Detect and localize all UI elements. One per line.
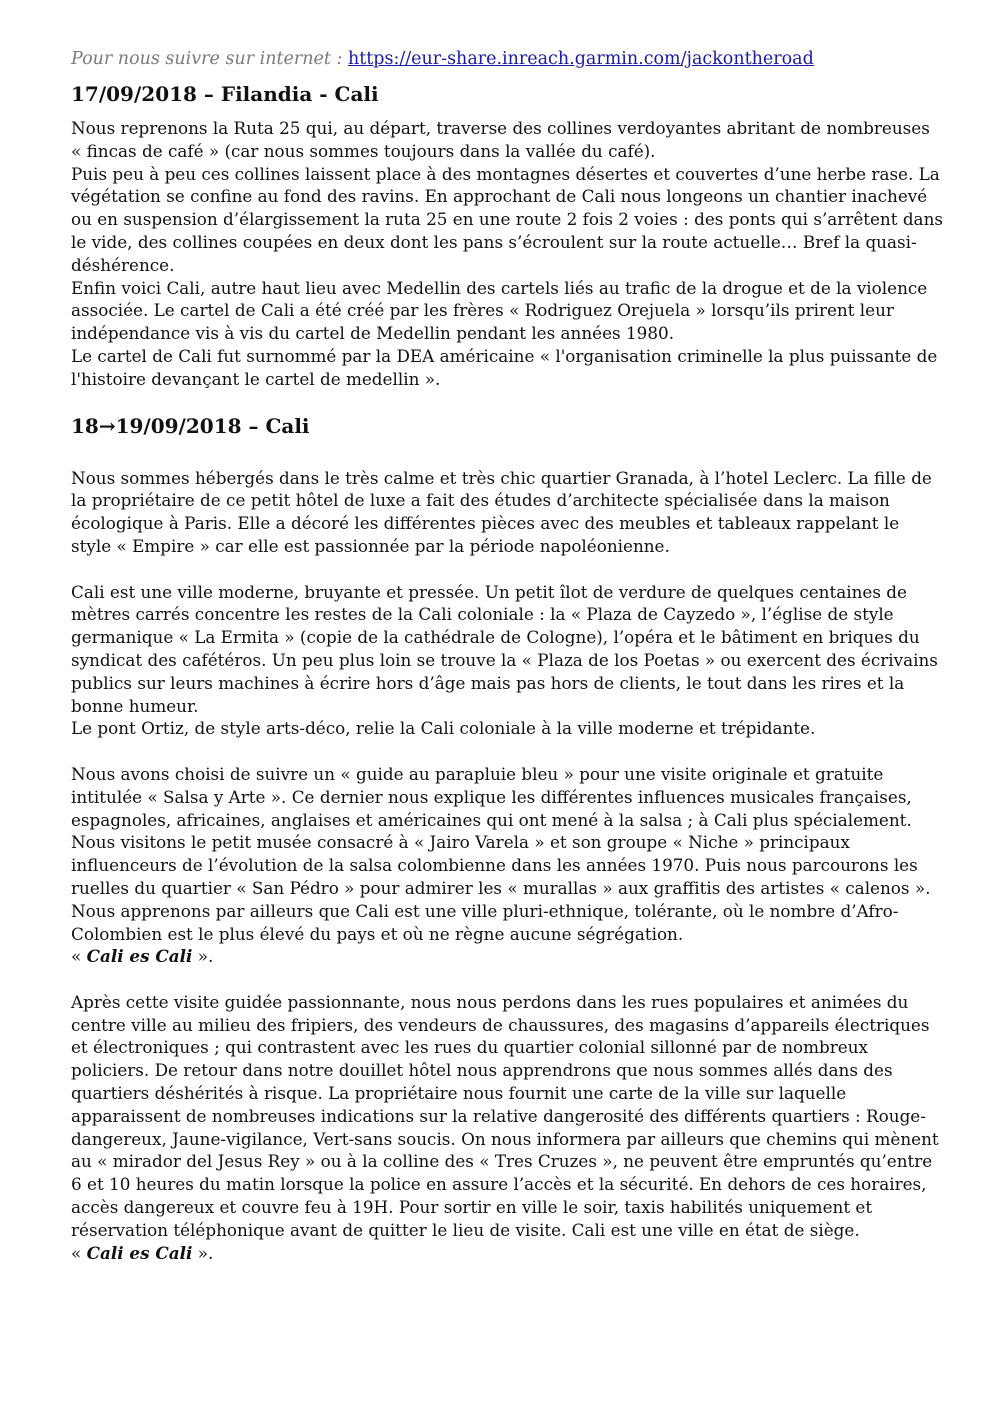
motto xyxy=(71,945,943,968)
paragraph: Enfin voici Cali, autre haut lieu avec Medellin des cartels liés au trafic de la drogue et de la violence associée. Le cartel de Cali a été créé par les frères « Rodriguez Orejuela » lorsqu’ils prirent leur indépendance vis à vis du cartel de Medellin pendant les années 1980. xyxy=(71,277,928,344)
follow-line xyxy=(71,46,943,72)
paragraph: Nous visitons le petit musée consacré à « Jairo Varela » et son groupe « Niche » principaux influenceurs de l’évolution de la salsa colombienne dans les années 1970. Puis nous parcourons les ruelles du quartier « San Pédro » pour admirer les « murallas » aux graffitis des artistes « calenos ». xyxy=(71,832,931,898)
tracking-link[interactable]: https://eur-share.inreach.garmin.com/jackontheroad xyxy=(347,49,814,69)
paragraph: Nous apprenons par ailleurs que Cali est une ville pluri-ethnique, tolérante, où le nombre d’Afro-Colombien est le plus élevé du pays et où ne règne aucune ségrégation. xyxy=(71,900,899,944)
block-city xyxy=(71,581,943,741)
paragraph: Après cette visite guidée passionnante, nous nous perdons dans les rues populaires et animées du centre ville au milieu des fripiers, des vendeurs de chaussures, des magasins d’appareils électriques et électroniques ; qui contrastent avec les rues du quartier colonial sillonné par de nombreux policiers. De retour dans notre douillet hôtel nous apprendrons que nous sommes allés dans des quartiers déshérités à risque. La propriétaire nous fournit une carte de la ville sur laquelle apparaissent de nombreuses indications sur la relative dangerosité des différents quartiers : Rouge-dangereux, Jaune-vigilance, Vert-sans soucis. On nous informera par ailleurs que chemins qui mènent au « mirador del Jesus Rey » ou à la colline des « Tres Cruzes », ne peuvent être empruntés qu’entre 6 et 10 heures du matin lorsque la police en assure l’accès et la sécurité. En dehors de ces horaires, accès dangereux et couvre feu à 19H. Pour sortir en ville le soir, taxis habilités uniquement et réservation téléphonique avant de quitter le lieu de visite. Cali est une ville en état de siège. xyxy=(71,991,939,1240)
motto-text: Cali es Cali xyxy=(86,946,193,967)
spacer xyxy=(71,449,943,467)
paragraph: Le cartel de Cali fut surnommé par la DEA américaine « l'organisation criminelle la plus puissante de l'histoire devançant le cartel de medellin ». xyxy=(71,345,938,389)
follow-label: Pour nous suivre sur internet : xyxy=(71,49,343,69)
spacer xyxy=(71,740,943,763)
motto xyxy=(71,1242,943,1265)
spacer xyxy=(71,391,943,413)
entry-filandia-cali xyxy=(71,81,943,391)
paragraph: Cali est une ville moderne, bruyante et pressée. Un petit îlot de verdure de quelques centaines de mètres carrés concentre les restes de la Cali coloniale : la « Plaza de Cayzedo », l’église de style germanique « La Ermita » (copie de la cathédrale de Cologne), l’opéra et le bâtiment en briques du syndicat des cafétéros. Un peu plus loin se trouve la « Plaza de los Poetas » ou exercent des écrivains publics sur leurs machines à écrire hors d’âge mais pas hors de clients, le tout dans les rires et la bonne humeur. xyxy=(71,581,938,716)
block-salsa-tour xyxy=(71,763,943,968)
motto-open: « xyxy=(71,946,87,967)
paragraph: Nous avons choisi de suivre un « guide au parapluie bleu » pour une visite originale et gratuite intitulée « Salsa y Arte ». Ce dernier nous explique les différentes influences musicales françaises, espagnoles, africaines, anglaises et américaines qui ont mené à la salsa ; à Cali plus spécialement. xyxy=(71,763,912,830)
motto-close: ». xyxy=(192,946,214,967)
spacer xyxy=(71,968,943,991)
motto-text: Cali es Cali xyxy=(86,1242,193,1263)
motto-close: ». xyxy=(192,1242,214,1263)
spacer xyxy=(71,558,943,581)
entry-title: 18→19/09/2018 – Cali xyxy=(71,413,310,438)
paragraph: Le pont Ortiz, de style arts-déco, relie la Cali coloniale à la ville moderne et trépidante. xyxy=(71,718,816,739)
block-hotel xyxy=(71,467,943,558)
document-page xyxy=(71,46,943,1264)
entry-cali xyxy=(71,413,943,1265)
paragraph: Puis peu à peu ces collines laissent place à des montagnes désertes et couvertes d’une herbe rase. La végétation se confine au fond des ravins. En approchant de Cali nous longeons un chantier inachevé ou en suspension d’élargissement la ruta 25 en une route 2 fois 2 voies : des ponts qui s’arrêtent dans le vide, des collines coupées en deux dont les pans s’écroulent sur la route actuelle… Bref la quasi-déshérence. xyxy=(71,163,943,275)
paragraph: Nous reprenons la Ruta 25 qui, au départ, traverse des collines verdoyantes abritant de nombreuses « fincas de café » (car nous sommes toujours dans la vallée du café). xyxy=(71,118,930,161)
entry-title: 17/09/2018 – Filandia - Cali xyxy=(71,82,379,106)
paragraph: Nous sommes hébergés dans le très calme et très chic quartier Granada, à l’hotel Leclerc. La fille de la propriétaire de ce petit hôtel de luxe a fait des études d’architecte spécialisée dans la maison écologique à Paris. Elle a décoré les différentes pièces avec des meubles et tableaux rappelant le style « Empire » car elle est passionnée par la période napoléonienne. xyxy=(71,467,932,556)
motto-open: « xyxy=(71,1242,87,1263)
block-downtown xyxy=(71,991,943,1265)
